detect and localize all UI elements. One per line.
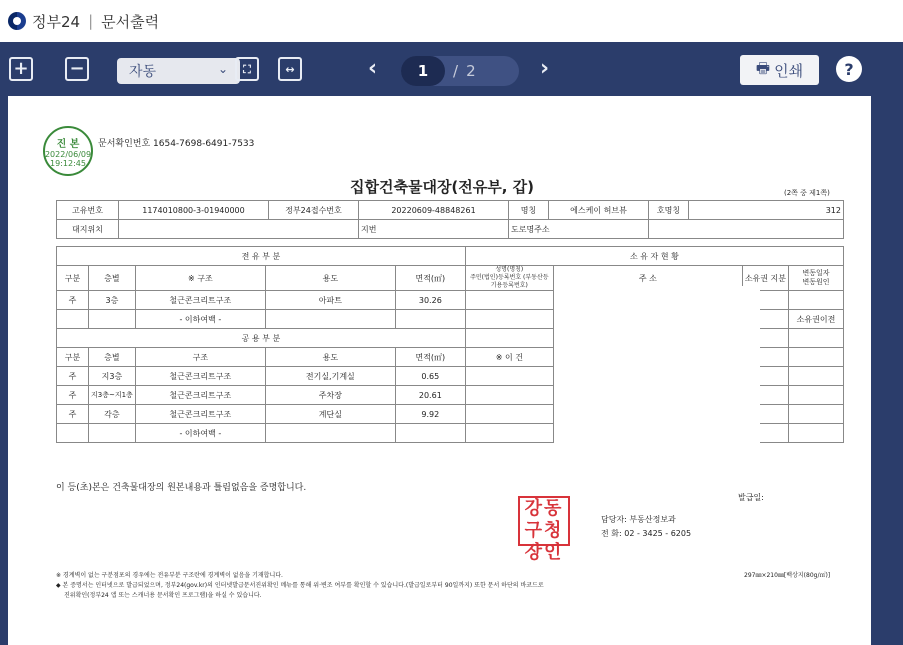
app-header: [0, 0, 903, 42]
help-button[interactable]: ?: [836, 56, 862, 82]
footnote-1: ※ 경계벽이 없는 구분점포의 경우에는 전유부분 구조란에 경계벽이 없음을 기재합니다.: [56, 572, 283, 579]
chevron-down-icon: ⌄: [217, 62, 228, 76]
total-pages: 2: [466, 62, 476, 80]
verify-number: 문서확인번호 1654-7698-6491-7533: [98, 139, 255, 149]
redacted-area: [554, 286, 760, 476]
header-divider: |: [88, 12, 94, 30]
footnote-3: 진위확인(정부24 앱 또는 스캐너용 문서확인 프로그램)을 하실 수 있습니다.: [64, 592, 262, 599]
page-title: 문서출력: [101, 12, 160, 31]
certify-statement: 이 등(초)본은 건축물대장의 원본내용과 틀림없음을 증명합니다.: [56, 483, 307, 493]
official-seal: 강동구청장인: [518, 496, 570, 546]
zoom-select-value: 자동: [129, 64, 157, 80]
current-page[interactable]: 1: [401, 56, 445, 86]
brand-name: 정부24: [32, 12, 81, 31]
gov24-logo-icon: [8, 12, 26, 30]
paper-size: 297㎜×210㎜[백상지(80g/㎡)]: [744, 572, 831, 579]
fit-page-icon[interactable]: ⛶: [235, 57, 259, 81]
fit-width-icon[interactable]: ↔: [278, 57, 302, 81]
registry-header-table: 고유번호 1174010800-3-01940000 정부24접수번호 20220609-48848261 명칭 에스케이 허브뷰 호명칭 312 대지위치 지번 도로명주소: [56, 200, 844, 239]
table-row: 주 3층 철근콘크리트구조 아파트 30.26: [57, 291, 844, 310]
next-page-icon[interactable]: ›: [540, 56, 550, 81]
contact-telephone: 전 화: 02 - 3425 - 6205: [601, 529, 692, 538]
document-title: 집합건축물대장(전유부, 갑): [350, 178, 535, 196]
zoom-out-icon[interactable]: −: [65, 57, 89, 81]
table-row: 주 지3층 철근콘크리트구조 전기실,기계실 0.65: [57, 367, 844, 386]
printer-icon: 🖶: [755, 58, 771, 77]
table-row: 주 각층 철근콘크리트구조 계단실 9.92: [57, 405, 844, 424]
page-count-label: (2쪽 중 제1쪽): [784, 189, 830, 197]
zoom-select[interactable]: [117, 58, 240, 84]
page-separator: /: [453, 62, 459, 80]
print-button[interactable]: [740, 55, 819, 85]
document-page: [8, 96, 871, 645]
footnote-2: ◆ 본 증명서는 인터넷으로 발급되었으며, 정부24(gov.kr)의 인터넷발급문서진위확인 메뉴를 통해 위·변조 여부를 확인할 수 있습니다.(발급일로부터 90일까지) 또한 문서 하단의 바코드로: [56, 582, 544, 589]
zoom-in-icon[interactable]: +: [9, 57, 33, 81]
viewer-scrollbar[interactable]: [878, 96, 903, 645]
issue-date-label: 발급일:: [738, 493, 764, 502]
authentic-stamp: 진 본 2022/06/09 19:12:45: [43, 126, 93, 176]
page-indicator: [401, 56, 519, 86]
ownership-table: 전 유 부 분 소 유 자 현 황 구분 층별 ※ 구조 용도 면적(㎡) 성명(명칭) 주민(법인)등록번호 (부동산등기용등록번호) 주 소 소유권 지분 변동일자 변동원인 주 3층 철근콘크리트구조 아파트 30.26 - 이하여백 - 소유권이전 공 용 부 분 구분 층별 구조 용도 면적(㎡) ※ 이 건 주 지3층 철근콘크리트구조 전기실,기계실 0.65 주 지3층~지1층 철근콘크리트구조 주차장 20.61 주 각층 철근콘크리트구조 계단실 9.92 - 이하여백 -: [56, 246, 844, 443]
document-viewer: [0, 96, 903, 645]
viewer-toolbar: [0, 42, 903, 96]
table-row: 주 지3층~지1층 철근콘크리트구조 주차장 20.61: [57, 386, 844, 405]
contact-department: 담당자: 부동산정보과: [601, 515, 676, 524]
prev-page-icon[interactable]: ‹: [368, 56, 378, 81]
print-label: 인쇄: [774, 61, 804, 80]
